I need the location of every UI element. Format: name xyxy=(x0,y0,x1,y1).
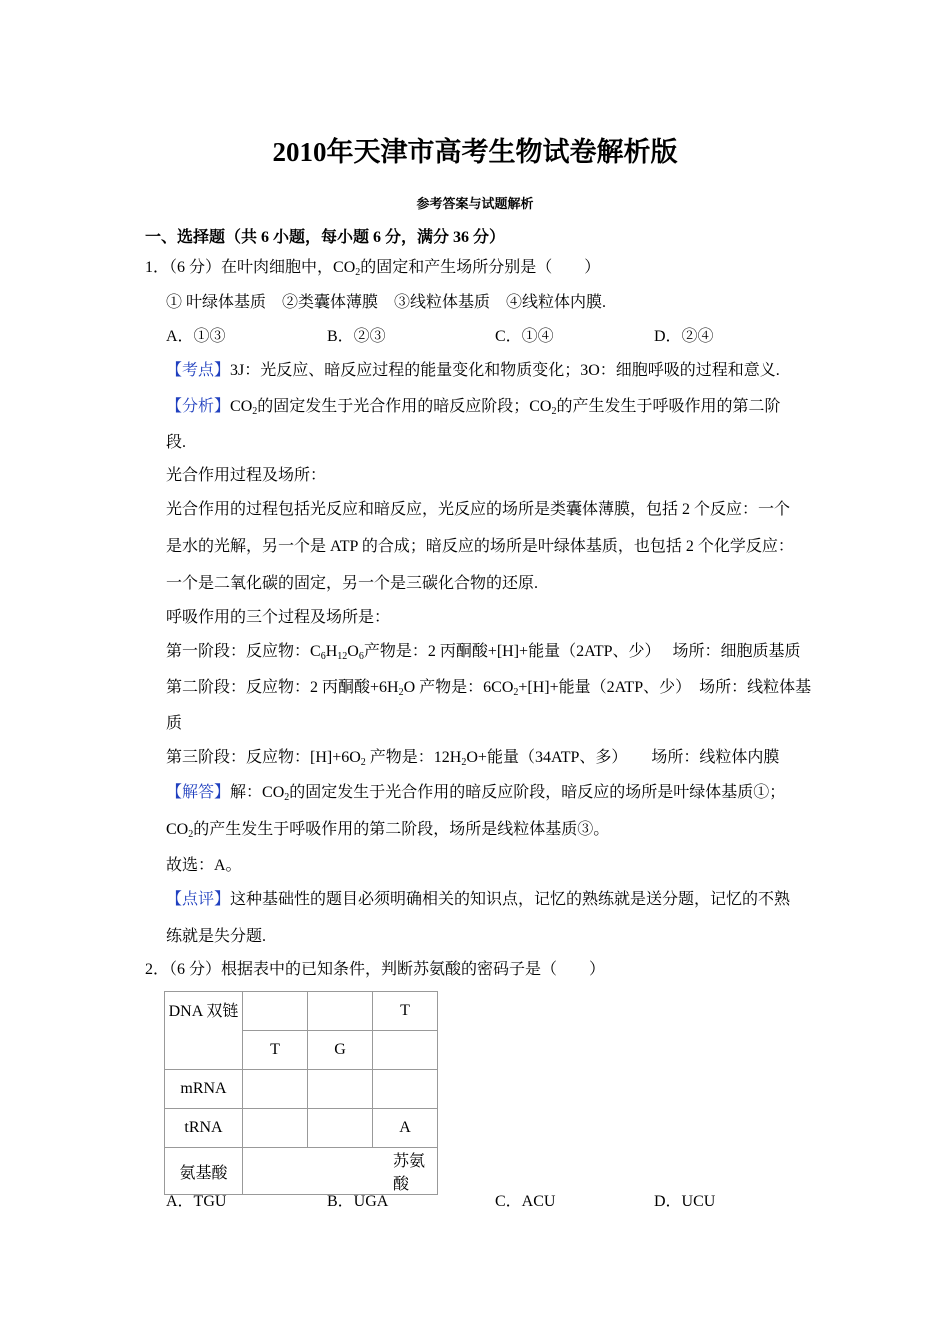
table-cell xyxy=(308,1109,373,1148)
table-cell: G xyxy=(308,1031,373,1070)
table-cell: T xyxy=(243,1031,308,1070)
q2-option-b: B．UGA xyxy=(327,1193,389,1210)
q1-stage-2-cont: 质 xyxy=(166,715,183,732)
q1-option-a: A．①③ xyxy=(166,328,226,345)
table-row xyxy=(165,992,438,1031)
table-row xyxy=(165,1109,438,1148)
q1-stage-3: 第三阶段：反应物：$[H]+6O_2$ 产物是：$12H_2O+$能量（34ATP、多） 场所：线粒体内膜 xyxy=(166,749,780,768)
q1-para-1: 光合作用过程及场所： xyxy=(166,467,327,484)
table-cell xyxy=(243,1109,308,1148)
table-cell xyxy=(243,1070,308,1109)
q1-items: ① 叶绿体基质 ②类囊体薄膜 ③线粒体基质 ④线粒体内膜. xyxy=(166,294,607,311)
q1-fenxi: 【分析】$CO_2$的固定发生于光合作用的暗反应阶段；$CO_2$的产生发生于呼吸作用的第二阶 xyxy=(166,398,781,417)
table-row xyxy=(165,1148,438,1195)
table-row xyxy=(165,1070,438,1109)
table-cell: tRNA xyxy=(165,1109,243,1148)
doc-subtitle: 参考答案与试题解析 xyxy=(416,196,534,211)
section-heading: 一、选择题（共 6 小题，每小题 6 分，满分 36 分） xyxy=(145,229,506,246)
table-cell: A xyxy=(373,1109,438,1148)
doc-title: 2010年天津市高考生物试卷解析版 xyxy=(272,137,678,167)
q1-kaodian: 【考点】3J：光反应、暗反应过程的能量变化和物质变化；3O：细胞呼吸的过程和意义. xyxy=(166,362,780,379)
q2-option-c: C．ACU xyxy=(495,1193,556,1210)
q1-stage-1: 第一阶段：反应物：$C_6H_{12}O_6$产物是：2 丙酮酸+[H]+能量（2ATP、少） 场所：细胞质基质 xyxy=(166,643,801,662)
table-cell xyxy=(243,992,308,1031)
q1-para-2: 光合作用的过程包括光反应和暗反应，光反应的场所是类囊体薄膜，包括 2 个反应：一个 xyxy=(166,501,791,518)
table-cell: 苏氨酸 xyxy=(243,1148,438,1195)
q1-stem: 1．（6 分）在叶肉细胞中，$CO_2$的固定和产生场所分别是（ ） xyxy=(145,259,601,278)
table-cell: 氨基酸 xyxy=(165,1148,243,1195)
table-cell xyxy=(308,1070,373,1109)
table-cell: mRNA xyxy=(165,1070,243,1109)
q2-option-d: D．UCU xyxy=(654,1193,716,1210)
q1-dianping-cont: 练就是失分题. xyxy=(166,928,267,945)
q1-answer: 故选：A。 xyxy=(166,857,242,874)
q1-jieda-cont: $CO_2$的产生发生于呼吸作用的第二阶段，场所是线粒体基质③。 xyxy=(166,821,610,840)
q1-option-b: B．②③ xyxy=(327,328,386,345)
q2-option-a: A．TGU xyxy=(166,1193,227,1210)
q1-option-d: D．②④ xyxy=(654,328,714,345)
table-cell xyxy=(308,992,373,1031)
q1-stage-2: 第二阶段：反应物：2 丙酮酸$+6H_2O$ 产物是：$6CO_2+[H]+$能量（2ATP、少） 场所：线粒体基 xyxy=(166,679,812,698)
table-cell: T xyxy=(373,992,438,1031)
q1-para-4: 一个是二氧化碳的固定，另一个是三碳化合物的还原. xyxy=(166,575,539,592)
q1-option-c: C．①④ xyxy=(495,328,554,345)
table-cell: DNA 双链 xyxy=(165,992,243,1070)
q2-stem: 2．（6 分）根据表中的已知条件，判断苏氨酸的密码子是（ ） xyxy=(145,961,606,978)
q1-dianping: 【点评】这种基础性的题目必须明确相关的知识点，记忆的熟练就是送分题，记忆的不熟 xyxy=(166,891,791,908)
codon-table xyxy=(164,991,438,1195)
q1-para-5: 呼吸作用的三个过程及场所是： xyxy=(166,609,391,626)
table-cell xyxy=(373,1031,438,1070)
table-cell xyxy=(373,1070,438,1109)
q1-jieda: 【解答】解：$CO_2$的固定发生于光合作用的暗反应阶段，暗反应的场所是叶绿体基质①； xyxy=(166,784,786,803)
q1-para-3: 是水的光解，另一个是 ATP 的合成；暗反应的场所是叶绿体基质，也包括 2 个化学反应： xyxy=(166,538,794,555)
q1-fenxi-cont: 段. xyxy=(166,434,187,451)
